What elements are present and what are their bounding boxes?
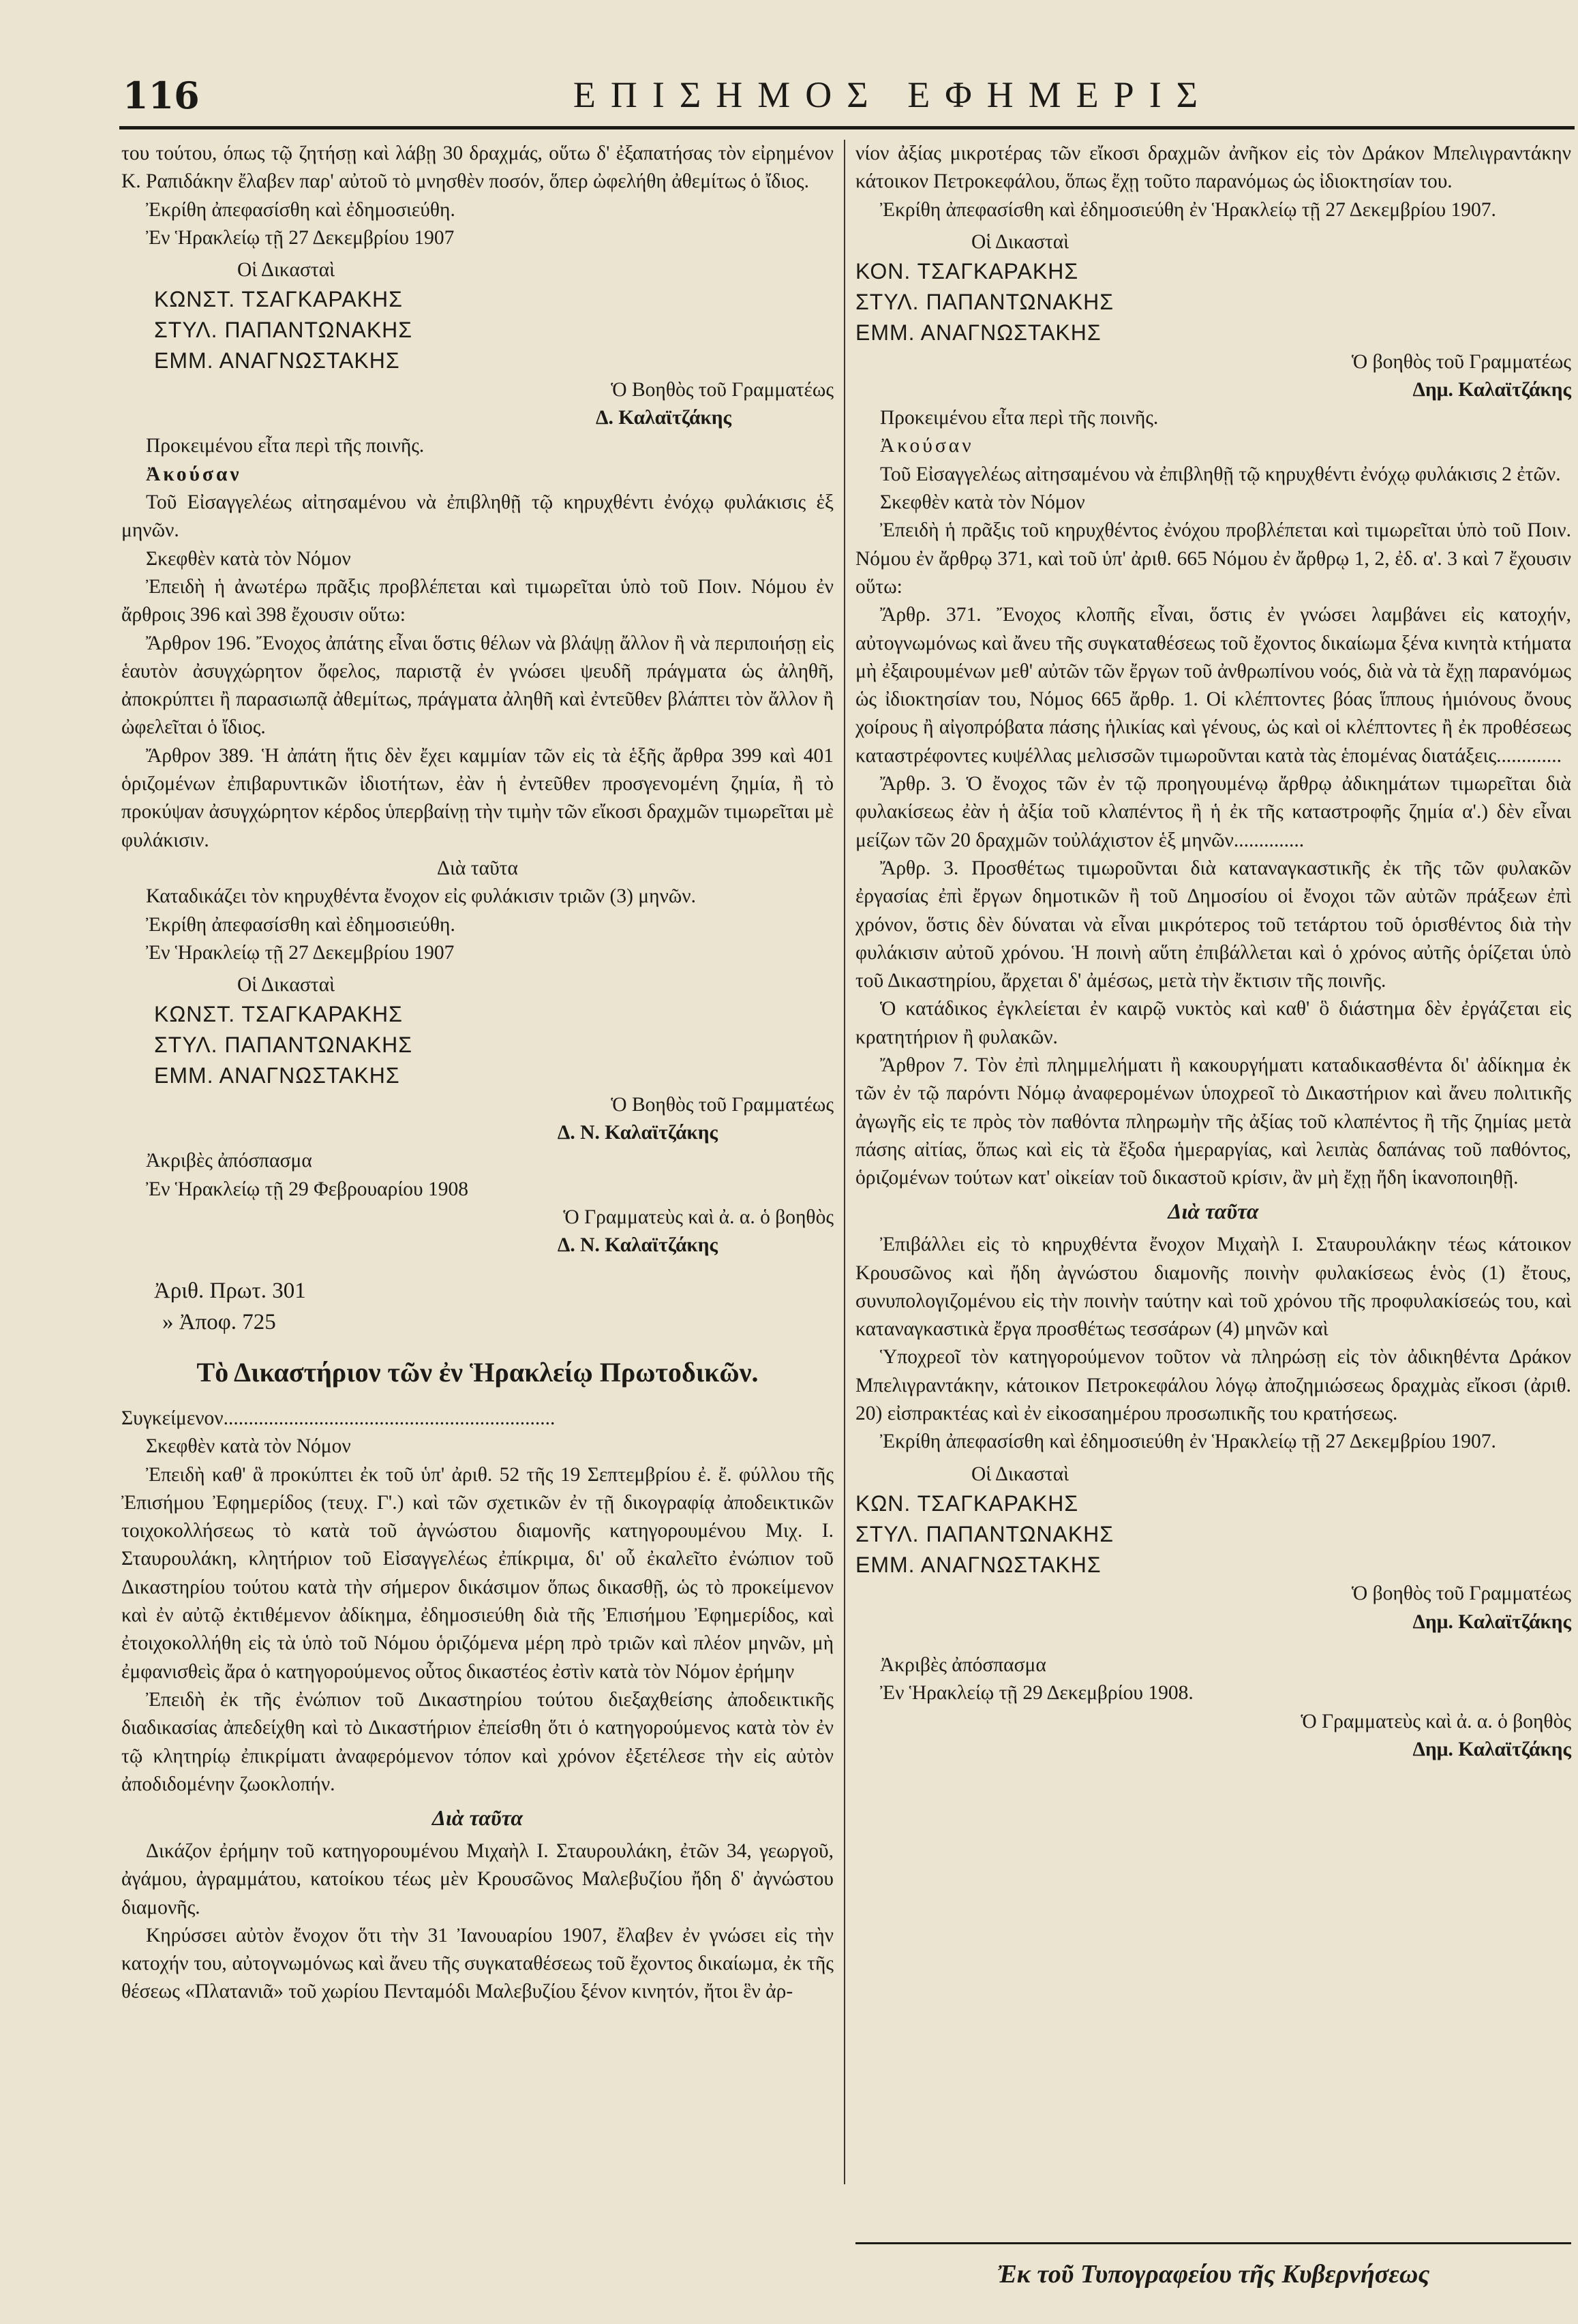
paragraph: Προκειμένου εἶτα περὶ τῆς ποινῆς.	[146, 435, 425, 457]
considered-heading: Σκεφθὲν κατὰ τὸν Νόμον	[146, 547, 351, 570]
true-copy-line: Ἀκριβὲς ἀπόσπασμα	[146, 1150, 312, 1172]
column-divider	[844, 140, 845, 2184]
date-line: Ἐν Ἡρακλείῳ τῇ 27 Δεκεμβρίου 1907	[146, 226, 455, 249]
paragraph: Καταδικάζει τὸν κηρυχθέντα ἔνοχον εἰς φυλάκισιν τριῶν (3) μηνῶν.	[146, 885, 697, 908]
article-text: Ἄρθρον 196. Ἔνοχος ἀπάτης εἶναι ὅστις θέλων νὰ βλάψῃ ἄλλον ἢ νὰ περιποιήσῃ εἰς ἑαυτὸν ἀσυγχώρητον ὄφελος, παριστᾷ ἐν γνώσει ψευδῆ πράγματα ὡς ἀληθῆ, ἀποκρύπτει ἢ παρασιωπᾷ ἀθεμίτως, πράγματα ἀληθῆ καὶ ἐντεῦθεν βλάπτει τὸν ἄλλον ἢ ὠφελεῖται ὁ ἴδιος.	[121, 632, 834, 739]
signature-title: Ὁ Γραμματεὺς καὶ ἀ. α. ὁ βοηθὸς	[1301, 1710, 1571, 1732]
judge-name: ΚΟΝ. ΤΣΑΓΚΑΡΑΚΗΣ	[855, 259, 1079, 284]
judge-name: ΚΩΝΣΤ. ΤΣΑΓΚΑΡΑΚΗΣ	[154, 1002, 403, 1027]
therefore-heading: Διὰ ταῦτα	[437, 857, 518, 879]
judge-name: ΕΜΜ. ΑΝΑΓΝΩΣΤΑΚΗΣ	[154, 1063, 400, 1088]
signature-title: Ὁ Βοηθὸς τοῦ Γραμματέως	[611, 378, 834, 401]
paragraph: Ἐπιβάλλει εἰς τὸ κηρυχθέντα ἔνοχον Μιχαὴλ Ι. Σταυρουλάκην τέως κάτοικον Κρουσῶνος καὶ ἤδη ἀγνώστου διαμονῆς ποινὴν φυλακίσεως ἑνὸς (1) ἔτους, συνυπολογιζομένου εἰς τὴν ποινὴν ταύτην καὶ τοῦ χρόνου τῆς προφυλακίσεώς του, καὶ καταναγκαστικὰ ἔργα προσθέτως τεσσάρων (4) μηνῶν καὶ	[855, 1234, 1571, 1341]
decision-number: » Ἀποφ. 725	[162, 1309, 276, 1334]
judges-heading: Οἱ Δικασταὶ	[237, 259, 335, 281]
signature-name: Δημ. Καλαϊτζάκης	[1412, 1738, 1571, 1760]
signature-title: Ὁ βοηθὸς τοῦ Γραμματέως	[1351, 350, 1571, 373]
masthead-title: ΕΠΙΣΗΜΟΣ ΕΦΗΜΕΡΙΣ	[573, 74, 1213, 115]
paragraph: νίον ἀξίας μικροτέρας τῶν εἴκοσι δραχμῶν ἀνῆκον εἰς τὸν Δράκον Μπελιγραντάκην κάτοικον Πετροκεφάλου, ὅπως ἔχῃ τοῦτο παρανόμως ὡς ἰδιοκτησίαν του.	[855, 142, 1571, 193]
header-rule	[119, 126, 1575, 129]
judge-name: ΕΜΜ. ΑΝΑΓΝΩΣΤΑΚΗΣ	[855, 320, 1102, 345]
heard-heading: Ἀκούσαν	[880, 435, 974, 457]
signature-name: Δ. Καλαϊτζάκης	[595, 407, 731, 429]
judges-heading: Οἱ Δικασταὶ	[971, 230, 1069, 253]
signature-name: Δ. Ν. Καλαϊτζάκης	[557, 1234, 718, 1257]
true-copy-line: Ἀκριβὲς ἀπόσπασμα	[880, 1653, 1046, 1676]
assembled-line: Συγκείμενον..................................................................	[121, 1407, 556, 1429]
paragraph: Τοῦ Εἰσαγγελέως αἰτησαμένου νὰ ἐπιβληθῇ τῷ κηρυχθέντι ἐνόχῳ φυλάκισις ἑξ μηνῶν.	[121, 491, 834, 542]
paragraph: Δικάζον ἐρήμην τοῦ κατηγορουμένου Μιχαὴλ Ι. Σταυρουλάκη, ἐτῶν 34, γεωργοῦ, ἀγάμου, ἀγραμμάτου, κατοίκου τέως μὲν Κρουσῶνος Μαλεβυζίου ἤδη δ' ἀγνώστου διαμονῆς.	[121, 1839, 834, 1918]
paragraph: Κηρύσσει αὐτὸν ἔνοχον ὅτι τὴν 31 Ἰανουαρίου 1907, ἔλαβεν ἐν γνώσει εἰς τὴν κατοχήν του, αὐτογνωμόνως καὶ ἄνευ τῆς συγκαταθέσεως τοῦ ἔχοντος δικαίωμα, ἐκ τῆς θέσεως «Πλατανιᾶ» τοῦ χωρίου Πενταμόδι Μαλεβυζίου ξένον κινητόν, ἤτοι ἓν ἀρ-	[121, 1924, 834, 2003]
signature-name: Δ. Ν. Καλαϊτζάκης	[557, 1122, 718, 1144]
paragraph: Προκειμένου εἶτα περὶ τῆς ποινῆς.	[880, 407, 1159, 429]
paragraph: Ἐπειδὴ ἡ πρᾶξις τοῦ κηρυχθέντος ἐνόχου προβλέπεται καὶ τιμωρεῖται ὑπὸ τοῦ Ποιν. Νόμου ἐν ἄρθρῳ 371, καὶ τοῦ ὑπ' ἀριθ. 665 Νόμου ἐν ἄρθρῳ 1, 2, ἐδ. α'. 3 καὶ 7 ἔχουσιν οὕτω:	[855, 519, 1571, 598]
decision-line: Ἐκρίθη ἀπεφασίσθη καὶ ἐδημοσιεύθη ἐν Ἡρακλείῳ τῇ 27 Δεκεμβρίου 1907.	[880, 198, 1496, 221]
page-header	[123, 74, 1541, 121]
judge-name: ΣΤΥΛ. ΠΑΠΑΝΤΩΝΑΚΗΣ	[855, 289, 1114, 314]
date-line: Ἐν Ἡρακλείῳ τῇ 29 Φεβρουαρίου 1908	[146, 1178, 469, 1200]
judge-name: ΕΜΜ. ΑΝΑΓΝΩΣΤΑΚΗΣ	[154, 348, 400, 373]
considered-heading: Σκεφθὲν κατὰ τὸν Νόμον	[146, 1435, 351, 1458]
signature-name: Δημ. Καλαϊτζάκης	[1412, 1610, 1571, 1633]
paragraph: του τούτου, όπως τῷ ζητήσῃ καὶ λάβῃ 30 δραχμάς, οὕτω δ' ἐξαπατήσας τὸν εἰρημένον Κ. Ραπιδάκην ἔλαβεν παρ' αὐτοῦ τὸ μνησθὲν ποσόν, ὅπερ ὠφελήθη ἀθεμίτως ὁ ἴδιος.	[121, 142, 834, 193]
signature-title: Ὁ Βοηθὸς τοῦ Γραμματέως	[611, 1093, 834, 1116]
judges-heading: Οἱ Δικασταὶ	[971, 1463, 1069, 1485]
judge-name: ΚΩΝ. ΤΣΑΓΚΑΡΑΚΗΣ	[855, 1490, 1079, 1516]
paragraph: Ὑποχρεοῖ τὸν κατηγορούμενον τοῦτον νὰ πληρώσῃ εἰς τὸν ἀδικηθέντα Δράκον Μπελιγραντάκην, κάτοικον Πετροκεφάλου λόγῳ ἀποζημιώσεως δραχμὰς εἴκοσι (ἀριθ. 20) εἰσπρακτέας καὶ ἐν εἰκοσαημέρου προσωπικῆς του κρατήσεως.	[855, 1346, 1571, 1425]
signature-title: Ὁ βοηθὸς τοῦ Γραμματέως	[1351, 1583, 1571, 1605]
page-number: 116	[123, 74, 200, 117]
paragraph: Ἐπειδὴ ἐκ τῆς ἐνώπιον τοῦ Δικαστηρίου τούτου διεξαχθείσης ἀποδεικτικῆς διαδικασίας ἀπεδείχθη καὶ τὸ Δικαστήριον ἐπείσθη ὅτι ὁ κατηγορούμενος κατὰ τὸν ἐν τῷ κλητηρίῳ ἐπικρίματι ἀναφερόμενον τόπον καὶ χρόνον ἐξετέλεσε τὴν εἰς αὐτὸν ἀποδιδομένην ζωοκλοπήν.	[121, 1688, 834, 1795]
judges-heading: Οἱ Δικασταὶ	[237, 974, 335, 996]
therefore-heading: Διὰ ταῦτα	[1168, 1199, 1259, 1224]
court-title: Τὸ Δικαστήριον τῶν ἐν Ἡρακλείῳ Πρωτοδικῶν.	[196, 1356, 759, 1388]
judge-name: ΚΩΝΣΤ. ΤΣΑΓΚΑΡΑΚΗΣ	[154, 287, 403, 312]
judge-name: ΣΤΥΛ. ΠΑΠΑΝΤΩΝΑΚΗΣ	[154, 1033, 413, 1058]
decision-line: Ἐκρίθη ἀπεφασίσθη καὶ ἐδημοσιεύθη ἐν Ἡρακλείῳ τῇ 27 Δεκεμβρίου 1907.	[880, 1431, 1496, 1453]
article-text: Ἄρθρ. 371. Ἔνοχος κλοπῆς εἶναι, ὅστις ἐν γνώσει λαμβάνει εἰς κατοχήν, αὐτογνωμόνως καὶ ἄνευ τῆς συγκαταθέσεως τοῦ ἔχοντος δικαίωμα ξένα κινητὰ κτήματα μὴ ἐξαιρουμένων μεθ' αὐτῶν τῶν ἔργων τοῦ ἀνθρωπίνου νοός, διὰ νὰ τὰ ἔχῃ παρανόμως ὡς ἰδιοκτησίαν του, Νόμος 665 ἄρθρ. 1. Οἱ κλέπτοντες βόας ἵππους ἡμιόνους ὄνους χοίρους ἢ αἰγοπρόβατα πάσης ἡλικίας καὶ γένους, ὡς καὶ οἱ κλέπτοντες ἢ ἐκ προθέσεως καταστρέφοντες κυψέλλας μελισσῶν τιμωροῦνται κατὰ τὰς ἑπομένας διατάξεις.............	[855, 604, 1571, 767]
paragraph: Τοῦ Εἰσαγγελέως αἰτησαμένου νὰ ἐπιβληθῇ τῷ κηρυχθέντι ἐνόχῳ φυλάκισις 2 ἐτῶν.	[880, 463, 1561, 485]
printer-footer: Ἐκ τοῦ Τυπογραφείου τῆς Κυβερνήσεως	[997, 2260, 1430, 2289]
footer-rule	[855, 2242, 1571, 2244]
therefore-heading: Διὰ ταῦτα	[431, 1805, 524, 1831]
left-column	[121, 140, 834, 2006]
decision-line: Ἐκρίθη ἀπεφασίσθη καὶ ἐδημοσιεύθη.	[146, 913, 455, 936]
paragraph: Ὁ κατάδικος ἐγκλείεται ἐν καιρῷ νυκτὸς καὶ καθ' ὃ διάστημα δὲν ἐργάζεται εἰς κρατητήριον ἢ φυλακῶν.	[855, 998, 1571, 1048]
article-text: Ἄρθρον 389. Ἡ ἀπάτη ἥτις δὲν ἔχει καμμίαν τῶν εἰς τὰ ἑξῆς ἄρθρα 399 καὶ 401 ὁριζομένων ἐπιβαρυντικῶν ἰδιοτήτων, ἐὰν ἡ ἐντεῦθεν προσγενομένη ζημία, ἢ τὸ προκύψαν ἀσυγχώρητον κέρδος ὑπερβαίνῃ τὴν τιμὴν τῶν εἴκοσι δραχμῶν τιμωρεῖται μὲ φυλάκισιν.	[121, 744, 834, 851]
judge-name: ΕΜΜ. ΑΝΑΓΝΩΣΤΑΚΗΣ	[855, 1552, 1102, 1577]
right-column	[855, 140, 1571, 1764]
article-text: Ἄρθρον 7. Τὸν ἐπὶ πλημμελήματι ἢ κακουργήματι καταδικασθέντα δι' ἀδίκημα ἐκ τῶν ἐν τῷ παρόντι Νόμῳ ἀναφερομένων ὑποχρεοῖ τὸ Δικαστήριον καὶ ἄνευ πολιτικῆς ἀγωγῆς εἰς τε πρὸς τὸν παθόντα πληρωμὴν τῆς ἀξίας τοῦ κλαπέντος ἢ τῆς ζημίας μετὰ πάσης αἰτίας, ὅπως καὶ εἰς τὰ ἔξοδα ἡμεραργίας, καὶ λειπὰς δαπάνας τοῦ παθόντος, ὁριζομένων τούτων κατ' οἰκείαν τοῦ δικαστοῦ κρίσιν, ἂν μὴ ἔχῃ ἤδη ἱκανοποιηθῇ.	[855, 1054, 1571, 1189]
protocol-number: Ἀριθ. Πρωτ. 301	[154, 1278, 306, 1303]
article-text: Ἄρθρ. 3. Ὁ ἔνοχος τῶν ἐν τῷ προηγουμένῳ ἄρθρῳ ἀδικημάτων τιμωρεῖται διὰ φυλακίσεως ἐὰν ἡ ἀξία τοῦ κλαπέντος ἢ ἡ ἐκ τῆς καταστροφῆς ζημία α'.) δὲν εἶναι μείζων τῶν 20 δραχμῶν τοὐλάχιστον ἑξ μηνῶν..............	[855, 773, 1571, 851]
signature-name: Δημ. Καλαϊτζάκης	[1412, 378, 1571, 401]
article-text: Ἄρθρ. 3. Προσθέτως τιμωροῦνται διὰ καταναγκαστικῆς ἐκ τῆς τῶν φυλακῶν ἐργασίας ἐπὶ ἔργων δημοτικῶν ἢ τοῦ Δημοσίου οἱ ἔνοχοι τῶν αὐτῶν πράξεων ἐπὶ χρόνον, ὅστις δὲν δύναται νὰ εἶναι μικρότερος τοῦ τετάρτου τοῦ ὁρισθέντος διὰ τὴν φυλάκισιν αὐτοῦ χρόνου. Ἡ ποινὴ αὕτη ἐπιβάλλεται καὶ ὁ χρόνος αὐτῆς ὁρίζεται ὑπὸ τοῦ Δικαστηρίου, ἄρχεται δ' ἀμέσως, μετὰ τὴν ἔκτισιν τῆς ποινῆς.	[855, 857, 1571, 992]
judge-name: ΣΤΥΛ. ΠΑΠΑΝΤΩΝΑΚΗΣ	[855, 1521, 1114, 1546]
date-line: Ἐν Ἡρακλείῳ τῇ 29 Δεκεμβρίου 1908.	[880, 1682, 1194, 1704]
considered-heading: Σκεφθὲν κατὰ τὸν Νόμον	[880, 491, 1085, 514]
judge-name: ΣΤΥΛ. ΠΑΠΑΝΤΩΝΑΚΗΣ	[154, 318, 413, 343]
signature-title: Ὁ Γραμματεὺς καὶ ἀ. α. ὁ βοηθὸς	[563, 1206, 834, 1228]
heard-heading: Ἀκούσαν	[146, 463, 242, 485]
date-line: Ἐν Ἡρακλείῳ τῇ 27 Δεκεμβρίου 1907	[146, 941, 455, 964]
paragraph: Ἐπειδὴ ἡ ἀνωτέρω πρᾶξις προβλέπεται καὶ τιμωρεῖται ὑπὸ τοῦ Ποιν. Νόμου ἐν ἄρθροις 396 καὶ 398 ἔχουσιν οὕτω:	[121, 575, 834, 626]
paragraph: Ἐπειδὴ καθ' ἃ προκύπτει ἐκ τοῦ ὑπ' ἀριθ. 52 τῆς 19 Σεπτεμβρίου ἐ. ἔ. φύλλου τῆς Ἐπισήμου Ἐφημερίδος (τευχ. Γ'.) καὶ τῶν σχετικῶν ἐν τῇ δικογραφίᾳ ἀποδεικτικῶν τοιχοκολλήσεως τὸ κατὰ τοῦ ἀγνώστου διαμονῆς κατηγορουμένου Μιχ. Ι. Σταυρουλάκη, κλητήριον τοῦ Εἰσαγγελέως ἐπίκριμα, δι' οὗ ἐκαλεῖτο ἐνώπιον τοῦ Δικαστηρίου τούτου κατὰ τὴν σήμερον δικάσιμον ὅπως δικασθῇ, ὡς τὸ προκείμενον καὶ ἐν αὐτῷ ἐκτιθέμενον ἀδίκημα, ἐδημοσιεύθη διὰ τῆς Ἐπισήμου Ἐφημερίδος, καὶ ἐτοιχοκολλήθη εἰς τὰ ὑπὸ τοῦ Νόμου ὁριζόμενα μέρη πρὸ τριῶν καὶ πλέον μηνῶν, μὴ ἐμφανισθεὶς ἄρα ὁ κατηγορούμενος οὗτος δικαστέος ἐστὶν κατὰ τὸν Νόμον ἐρήμην	[121, 1463, 834, 1683]
decision-line: Ἐκρίθη ἀπεφασίσθη καὶ ἐδημοσιεύθη.	[146, 198, 455, 221]
